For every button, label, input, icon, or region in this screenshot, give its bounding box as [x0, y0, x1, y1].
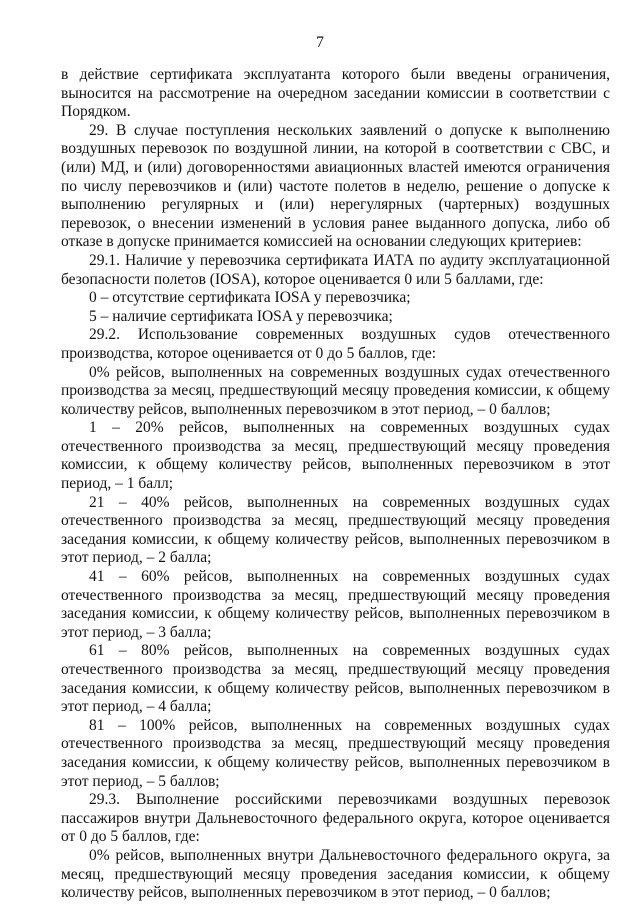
list-item-far-east-0-percent: 0% рейсов, выполненных внутри Дальневосточного федерального округа, за месяц, предшествующий месяцу проведения заседания комиссии, к общему количеству рейсов, выполненных перевозчиком в этот период, – 0 баллов; [61, 846, 610, 902]
list-item-1-20-percent: 1 – 20% рейсов, выполненных на современных воздушных судах отечественного производства за месяц, предшествующий месяцу проведения комиссии, к общему количеству рейсов, выполненных перевозчиком в этот период, – 1 балл; [61, 419, 610, 493]
list-item-61-80-percent: 61 – 80% рейсов, выполненных на современных воздушных судах отечественного производства за месяц, предшествующий месяцу проведения заседания комиссии, к общему количеству рейсов, выполненных перевозчиком в этот период, – 4 балла; [61, 642, 610, 716]
paragraph-continuation: в действие сертификата эксплуатанта которого были введены ограничения, выносится на рассмотрение на очередном заседании комиссии в соответствии с Порядком. [61, 66, 610, 121]
page-number: 7 [316, 34, 324, 51]
list-item-21-40-percent: 21 – 40% рейсов, выполненных на современных воздушных судах отечественного производства за месяц, предшествующий месяцу проведения заседания комиссии, к общему количеству рейсов, выполненных перевозчиком в этот период, – 2 балла; [61, 493, 610, 567]
paragraph-29: 29. В случае поступления нескольких заявлений о допуске к выполнению воздушных перевозок по воздушной линии, на которой в соответствии с СВС, и (или) МД, и (или) договоренностями авиационных властей имеются ограничения по числу перевозчиков и (или) частоте полетов в неделю, решение о допуске к выполнению регулярных и (или) нерегулярных (чартерных) воздушных перевозок, о внесении изменений в условия ранее выданного допуска, либо об отказе в допуске принимается комиссией на основании следующих критериев: [61, 121, 610, 251]
list-item-0-percent: 0% рейсов, выполненных на современных воздушных судах отечественного производства за месяц, предшествующий месяцу проведения комиссии, к общему количеству рейсов, выполненных перевозчиком в этот период, – 0 баллов; [61, 363, 610, 418]
paragraph-29-3: 29.3. Выполнение российскими перевозчиками воздушных перевозок пассажиров внутри Дальневосточного федерального округа, которое оценивается от 0 до 5 баллов, где: [61, 791, 610, 846]
paragraph-29-1: 29.1. Наличие у перевозчика сертификата ИАТА по аудиту эксплуатационной безопасности полетов (IOSA), которое оценивается 0 или 5 баллами, где: [61, 251, 610, 288]
list-item-iosa-present: 5 – наличие сертификата IOSA у перевозчика; [89, 307, 393, 325]
list-item-81-100-percent: 81 – 100% рейсов, выполненных на современных воздушных судах отечественного производства за месяц, предшествующий месяцу проведения заседания комиссии, к общему количеству рейсов, выполненных перевозчиком в этот период, – 5 баллов; [61, 716, 610, 790]
list-item-iosa-absent: 0 – отсутствие сертификата IOSA у перевозчика; [89, 289, 411, 307]
list-item-41-60-percent: 41 – 60% рейсов, выполненных на современных воздушных судах отечественного производства за месяц, предшествующий месяцу проведения заседания комиссии, к общему количеству рейсов, выполненных перевозчиком в этот период, – 3 балла; [61, 568, 610, 641]
page-body [61, 66, 610, 903]
paragraph-29-2: 29.2. Использование современных воздушных судов отечественного производства, которое оценивается от 0 до 5 баллов, где: [61, 326, 610, 362]
